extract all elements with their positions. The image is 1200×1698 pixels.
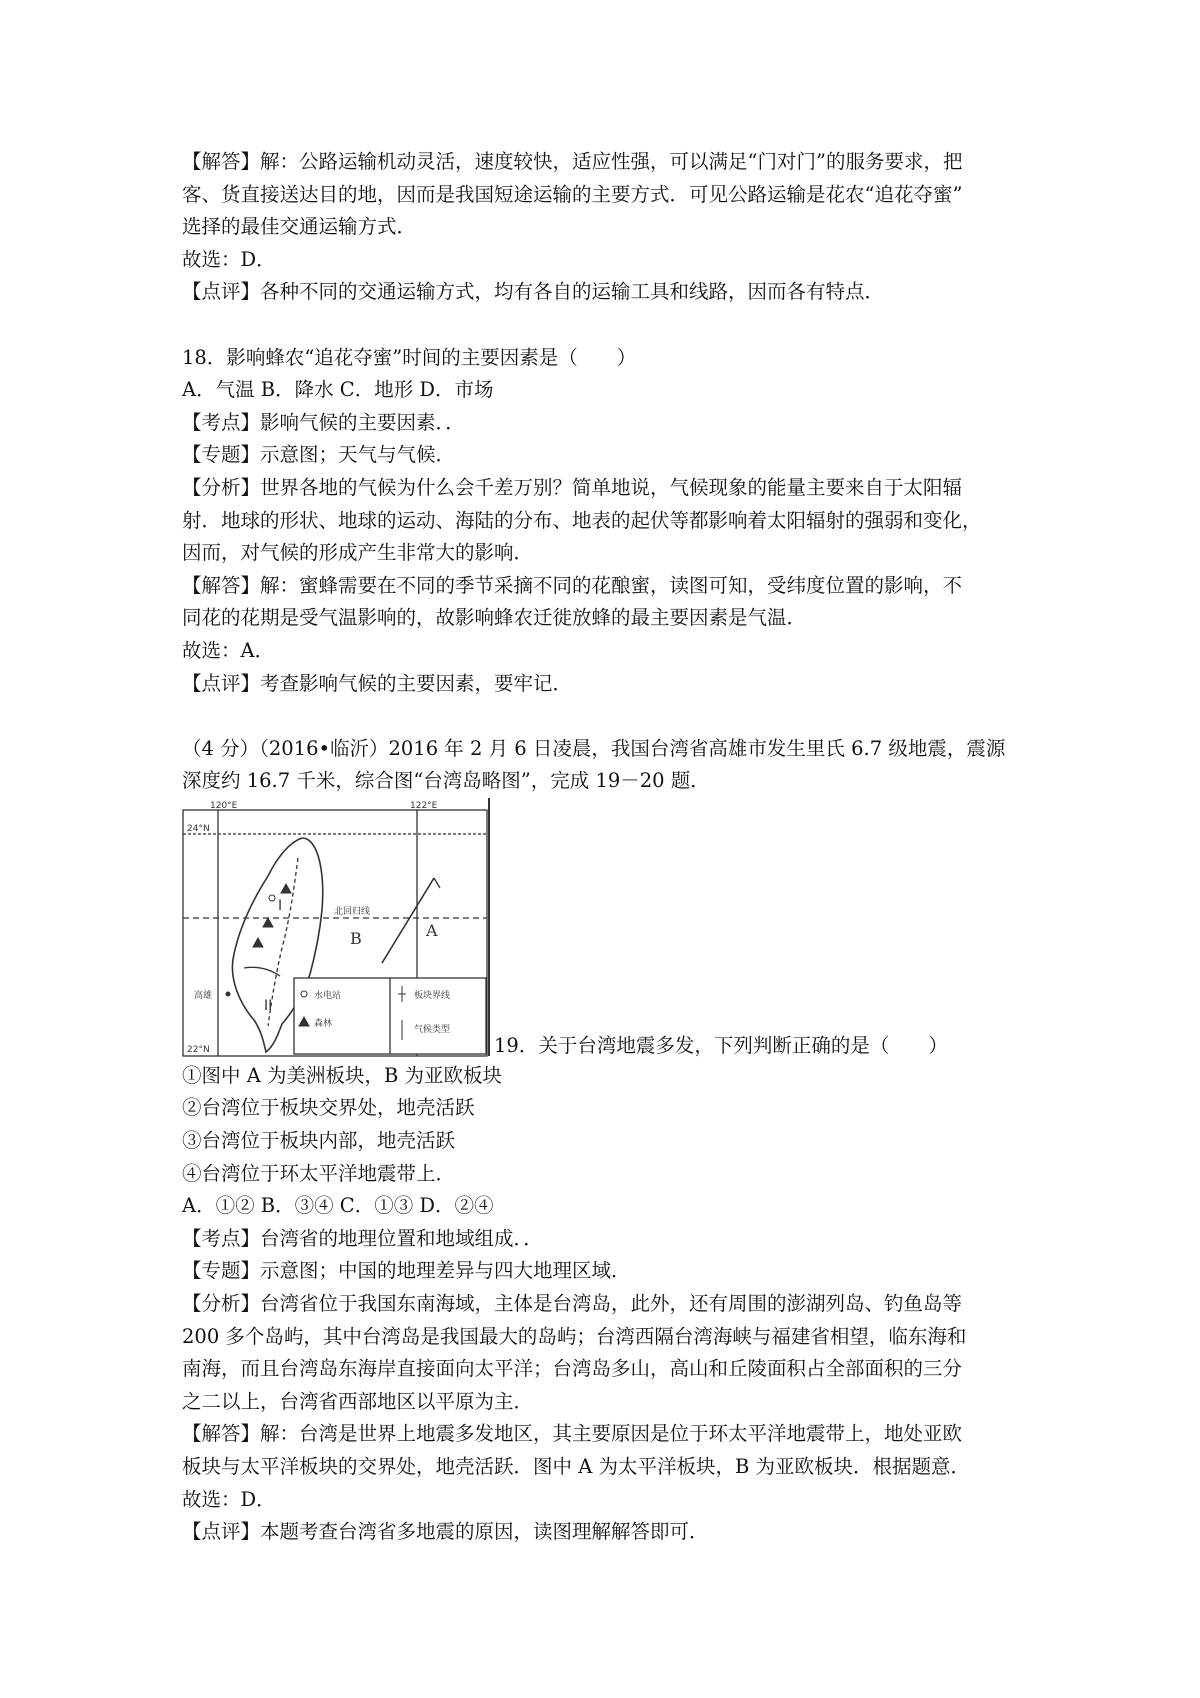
q18-analysis-line-3: 因而，对气候的形成产生非常大的影响． [182, 541, 534, 565]
q19-answer-line-1: 【解答】解：台湾是世界上地震多发地区，其主要原因是位于环太平洋地震带上，地处亚欧 [182, 1422, 963, 1446]
q18-kaodian: 【考点】影响气候的主要因素．． [182, 410, 465, 434]
q19-choice: 故选：D． [182, 1487, 276, 1511]
lon-label-right: 122°E [410, 800, 438, 811]
figure-row [182, 798, 1028, 1060]
prev-comment: 【点评】各种不同的交通运输方式，均有各自的运输工具和线路，因而各有特点． [182, 280, 885, 304]
q18-analysis-line-1: 【分析】世界各地的气候为什么会千差万别？简单地说，气候现象的能量主要来自于太阳辐 [182, 475, 963, 499]
q19-analysis-line-2: 200 多个岛屿，其中台湾岛是我国最大的岛屿；台湾西隔台湾海峡与福建省相望，临东海和 [182, 1324, 967, 1348]
city-label: 高雄 [194, 990, 213, 1001]
plate-label-b: B [350, 928, 362, 948]
plate-label-a: A [426, 920, 438, 940]
q19-stem: 19．关于台湾地震多发，下列判断正确的是（ ） [494, 1033, 948, 1057]
q19-zhuanti: 【专题】示意图；中国的地理差异与四大地理区域． [182, 1259, 631, 1283]
intro-line-1: （4 分）（2016•临沂）2016 年 2 月 6 日凌晨，我国台湾省高雄市发生里氏 6.7 级地震，震源 [182, 736, 1006, 760]
q19-analysis-line-4: 之二以上，台湾省西部地区以平原为主． [182, 1389, 534, 1413]
city-dot [226, 992, 230, 996]
q18-options: A．气温 B．降水 C．地形 D．市场 [182, 378, 494, 402]
intro-line-2: 深度约 16.7 千米，综合图“台湾岛略图”，完成 19－20 题． [182, 769, 710, 793]
lon-label-left: 120°E [210, 800, 238, 811]
q18-stem: 18．影响蜂农“追花夺蜜”时间的主要因素是（ ） [182, 345, 637, 369]
plate-boundary-tick [434, 878, 440, 888]
roman-label-1: I [278, 897, 283, 914]
climate-boundary [244, 967, 280, 976]
q19-answer-line-2: 板块与太平洋板块的交界处，地壳活跃．图中 A 为太平洋板块，B 为亚欧板块．根据题意． [182, 1455, 971, 1478]
prev-answer-line-1: 【解答】解：公路运输机动灵活，速度较快，适应性强，可以满足“门对门”的服务要求，把 [182, 150, 963, 173]
spacer [182, 700, 1028, 733]
q18-analysis-line-2: 射．地球的形状、地球的运动、海陆的分布、地表的起伏等都影响着太阳辐射的强弱和变化， [182, 508, 982, 532]
q19-statement-4: ④台湾位于环太平洋地震带上． [182, 1161, 456, 1185]
prev-answer-line-3: 选择的最佳交通运输方式． [182, 215, 417, 239]
q19-statement-2: ②台湾位于板块交界处，地壳活跃 [182, 1096, 475, 1120]
spacer [182, 309, 1028, 342]
q19-options: A．①② B．③④ C．①③ D．②④ [182, 1194, 494, 1218]
q18-answer-line-2: 同花的花期是受气温影响的，故影响蜂农迁徙放蜂的最主要因素是气温． [182, 606, 807, 630]
q18-comment: 【点评】考查影响气候的主要因素，要牢记． [182, 671, 573, 695]
legend-label-1: 水电站 [314, 990, 342, 1001]
q18-answer-line-1: 【解答】解：蜜蜂需要在不同的季节采摘不同的花酿蜜，读图可知，受纬度位置的影响，不 [182, 573, 963, 597]
taiwan-map [182, 798, 492, 1060]
q19-kaodian: 【考点】台湾省的地理位置和地域组成．． [182, 1226, 543, 1250]
roman-label-2: II [264, 997, 273, 1014]
prev-choice: 故选：D． [182, 247, 276, 271]
legend-label-4: 气候类型 [414, 1024, 451, 1035]
tropic-label: 北回归线 [334, 906, 371, 917]
prev-answer-line-2: 客、货直接送达目的地，因而是我国短途运输的主要方式．可见公路运输是花农“追花夺蜜” [182, 182, 963, 206]
forest-icon [281, 884, 291, 893]
lat-label-bottom: 22°N [187, 1044, 210, 1055]
q19-analysis-line-1: 【分析】台湾省位于我国东南海域，主体是台湾岛，此外，还有周围的澎湖列岛、钓鱼岛等 [182, 1292, 963, 1316]
document-content [182, 146, 1028, 1549]
q18-choice: 故选：A． [182, 638, 275, 662]
legend-label-2: 森林 [314, 1018, 333, 1029]
legend-label-3: 板块界线 [414, 990, 451, 1001]
q19-analysis-line-3: 南海，而且台湾岛东海岸直接面向太平洋；台湾岛多山，高山和丘陵面积占全部面积的三分 [182, 1357, 963, 1381]
forest-icon [263, 918, 273, 927]
q18-zhuanti: 【专题】示意图；天气与气候． [182, 443, 456, 467]
hydropower-icon [269, 895, 275, 901]
q19-statement-3: ③台湾位于板块内部，地壳活跃 [182, 1129, 456, 1153]
q19-statement-1: ①图中 A 为美洲板块，B 为亚欧板块 [182, 1063, 503, 1087]
lat-label-top: 24°N [187, 823, 210, 834]
forest-icon [253, 938, 263, 947]
q19-comment: 【点评】本题考查台湾省多地震的原因，读图理解解答即可． [182, 1520, 709, 1544]
